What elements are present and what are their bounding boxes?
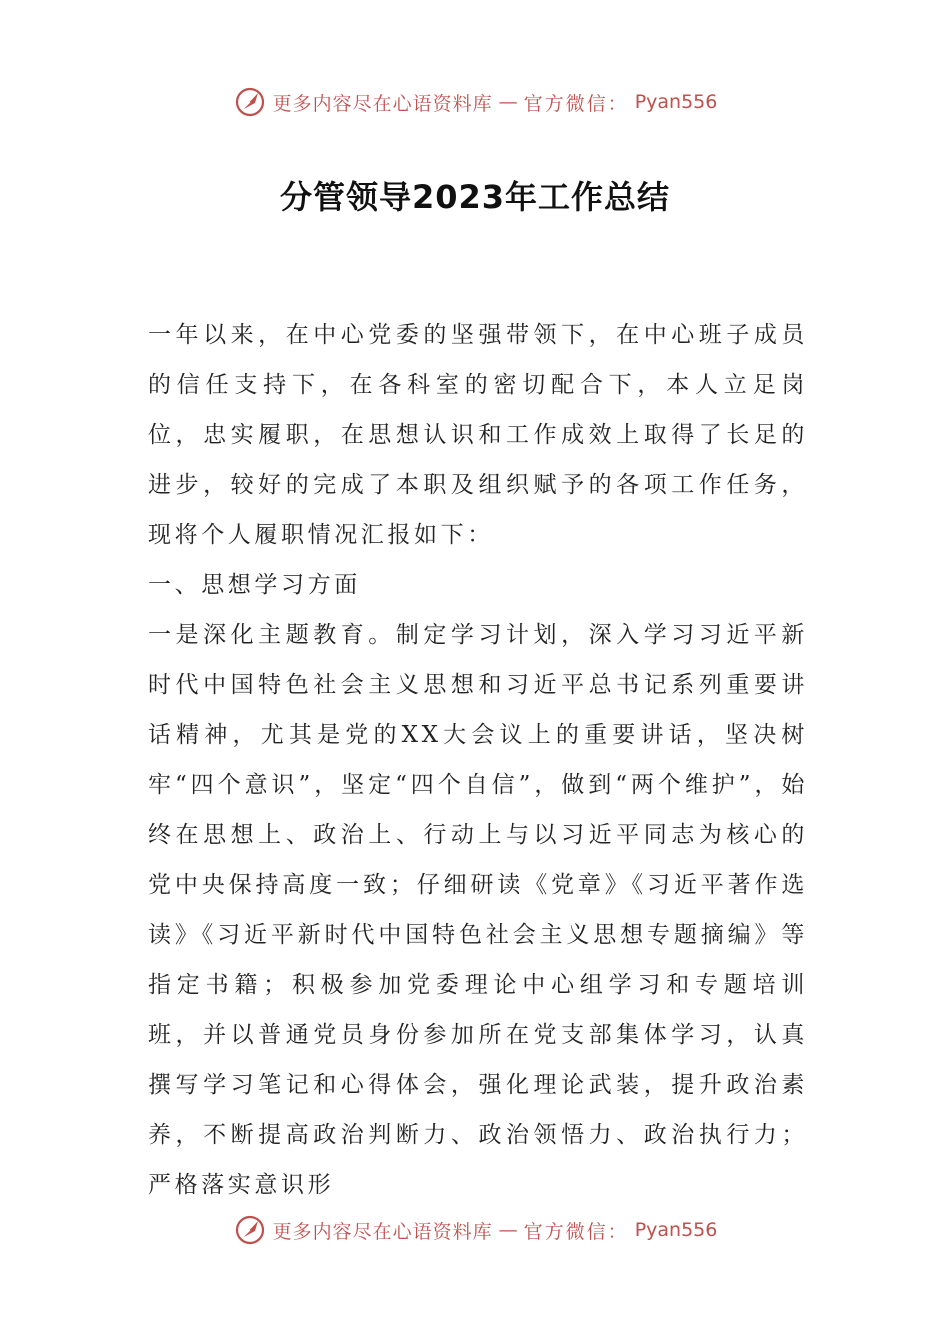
quill-logo-icon	[233, 1213, 267, 1247]
watermark-separator: —	[498, 91, 518, 113]
intro-paragraph: 一年以来，在中心党委的坚强带领下，在中心班子成员的信任支持下，在各科室的密切配合下，本人立足岗位，忠实履职，在思想认识和工作成效上取得了长足的进步，较好的完成了本职及组织赋予的各项工作任务，现将个人履职情况汇报如下：	[148, 322, 808, 548]
quill-logo-icon	[233, 85, 267, 119]
watermark-text: 更多内容尽在心语资料库	[272, 1220, 493, 1243]
watermark-wechat-id: Pyan556	[634, 91, 718, 113]
watermark-text: 更多内容尽在心语资料库	[272, 92, 493, 115]
header-watermark	[0, 82, 950, 122]
watermark-wechat-label: 官方微信：	[523, 92, 629, 115]
watermark-wechat-id: Pyan556	[634, 1219, 718, 1241]
section-heading: 一、思想学习方面	[148, 572, 361, 598]
document-body	[148, 310, 808, 1210]
footer-watermark	[0, 1210, 950, 1250]
watermark-separator: —	[498, 1219, 518, 1241]
document-title: 分管领导2023年工作总结	[279, 178, 671, 216]
watermark-wechat-label: 官方微信：	[523, 1220, 629, 1243]
body-paragraph: 一是深化主题教育。制定学习计划，深入学习习近平新时代中国特色社会主义思想和习近平总书记系列重要讲话精神，尤其是党的XX大会议上的重要讲话，坚决树牢“四个意识”，坚定“四个自信”，做到“两个维护”，始终在思想上、政治上、行动上与以习近平同志为核心的党中央保持高度一致；仔细研读《党章》《习近平著作选读》《习近平新时代中国特色社会主义思想专题摘编》等指定书籍；积极参加党委理论中心组学习和专题培训班，并以普通党员身份参加所在党支部集体学习，认真撰写学习笔记和心得体会，强化理论武装，提升政治素养，不断提高政治判断力、政治领悟力、政治执行力；严格落实意识形	[148, 622, 808, 1198]
